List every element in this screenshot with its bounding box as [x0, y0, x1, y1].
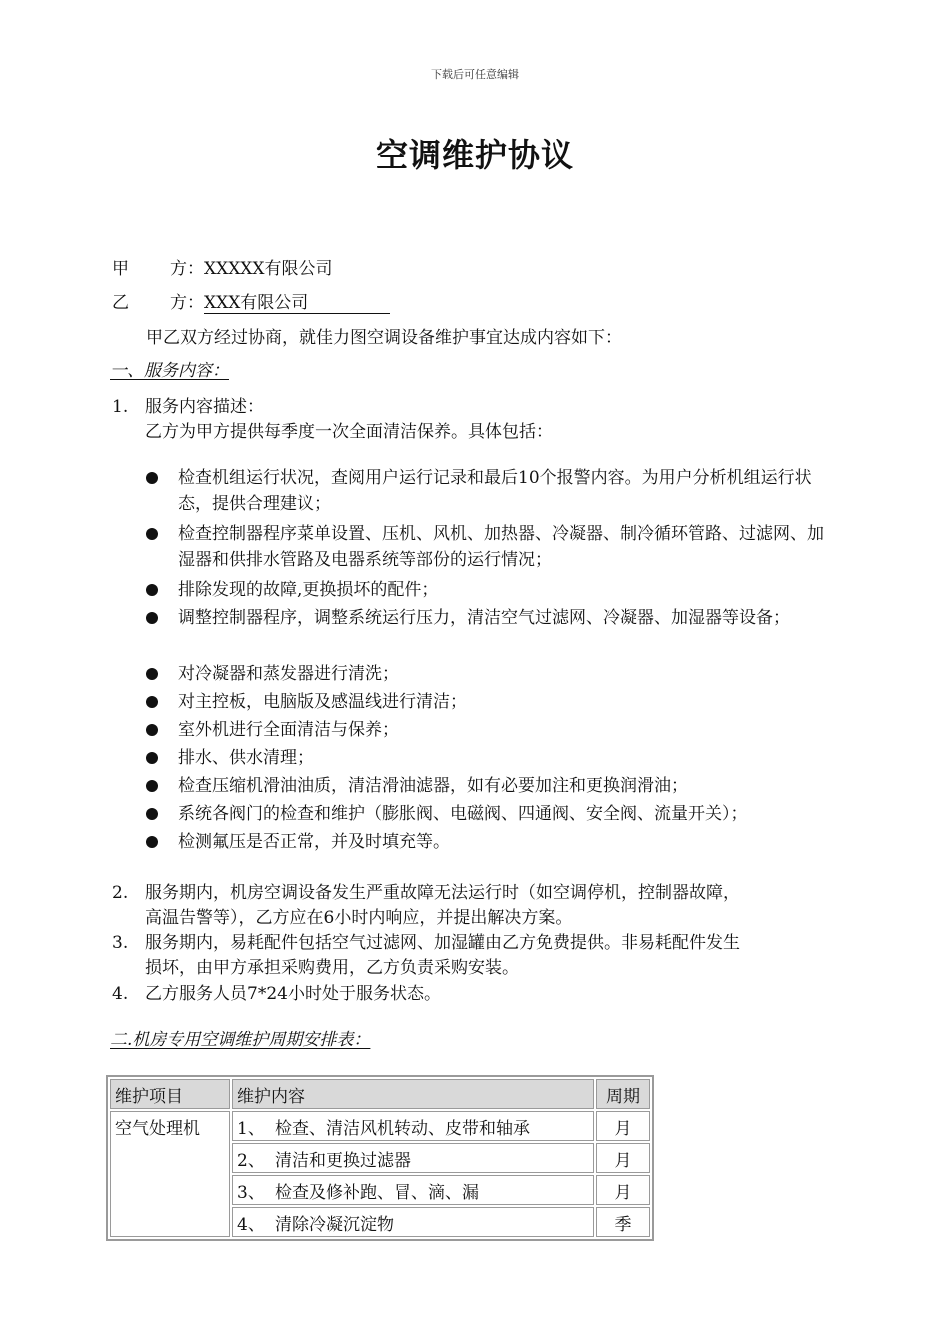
bullet-text: 室外机进行全面清洁与保养；	[178, 720, 399, 740]
party-a-line	[112, 256, 333, 282]
table-header-content: 维护内容	[232, 1079, 594, 1109]
party-b-label: 乙	[112, 293, 129, 313]
party-b-label-suffix: 方：	[170, 293, 204, 313]
bullet-text: 系统各阀门的检查和维护（膨胀阀、电磁阀、四通阀、安全阀、流量开关）；	[178, 804, 748, 824]
section-1-heading: 一、服务内容：	[110, 361, 229, 381]
bullet-icon	[146, 696, 158, 708]
step-number: 4、	[237, 1214, 265, 1235]
item-2-number: 2.	[112, 883, 129, 903]
item-1-title: 服务内容描述：	[145, 397, 264, 417]
header-note: 下载后可任意编辑	[431, 68, 519, 81]
bullet-text: 检查控制器程序菜单设置、压机、风机、加热器、冷凝器、制冷循环管路、过滤网、加湿器和供排水管路及电器系统等部份的运行情况；	[178, 524, 824, 570]
item-1-number: 1.	[112, 397, 129, 417]
party-b-value: XXX有限公司	[204, 293, 390, 314]
bullet-icon	[146, 612, 158, 624]
bullet-text: 调整控制器程序，调整系统运行压力，清洁空气过滤网、冷凝器、加湿器等设备；	[178, 608, 790, 628]
bullet-text: 排水、供水清理；	[178, 748, 314, 768]
table-cell-period: 月	[596, 1111, 650, 1141]
party-a-label-suffix: 方：	[170, 259, 204, 279]
document-title: 空调维护协议	[375, 136, 574, 174]
maintenance-schedule-table	[106, 1075, 654, 1241]
bullet-icon	[146, 752, 158, 764]
table-cell-period: 季	[596, 1207, 650, 1237]
item-3-number: 3.	[112, 933, 129, 953]
table-header-period: 周期	[596, 1079, 650, 1109]
table-cell-period: 月	[596, 1175, 650, 1205]
party-b-line	[112, 290, 390, 316]
step-text: 清除冷凝沉淀物	[275, 1214, 394, 1235]
bullet-icon	[146, 836, 158, 848]
step-number: 3、	[237, 1182, 265, 1203]
table-cell-item: 空气处理机	[110, 1111, 230, 1237]
item-4-line-1: 乙方服务人员7*24小时处于服务状态。	[145, 984, 441, 1004]
item-3-line-1: 服务期内，易耗配件包括空气过滤网、加湿罐由乙方免费提供。非易耗配件发生	[145, 933, 740, 953]
item-1-description: 乙方为甲方提供每季度一次全面清洁保养。具体包括：	[145, 422, 553, 442]
bullet-text: 检查机组运行状况，查阅用户运行记录和最后10个报警内容。为用户分析机组运行状态，提供合理建议；	[178, 468, 812, 514]
table-cell-content	[232, 1143, 594, 1173]
bullet-text: 对冷凝器和蒸发器进行清洗；	[178, 664, 399, 684]
bullet-icon	[146, 780, 158, 792]
party-a-label: 甲	[112, 259, 129, 279]
step-number: 1、	[237, 1118, 265, 1139]
bullet-text: 检查压缩机滑油油质，清洁滑油滤器，如有必要加注和更换润滑油；	[178, 776, 688, 796]
intro-paragraph: 甲乙双方经过协商，就佳力图空调设备维护事宜达成内容如下：	[146, 328, 622, 348]
table-cell-content	[232, 1175, 594, 1205]
party-a-value: XXXXX有限公司	[204, 259, 333, 279]
step-number: 2、	[237, 1150, 265, 1171]
bullet-icon	[146, 808, 158, 820]
table-row	[110, 1111, 650, 1141]
bullet-icon	[146, 472, 158, 484]
bullet-icon	[146, 724, 158, 736]
step-text: 清洁和更换过滤器	[275, 1150, 411, 1171]
item-4-number: 4.	[112, 984, 129, 1004]
item-2-line-1: 服务期内，机房空调设备发生严重故障无法运行时（如空调停机，控制器故障，	[145, 883, 740, 903]
table-header-row	[110, 1079, 650, 1109]
bullet-text: 检测氟压是否正常，并及时填充等。	[178, 832, 450, 852]
bullet-text: 对主控板，电脑版及感温线进行清洁；	[178, 692, 467, 712]
table-header-item: 维护项目	[110, 1079, 230, 1109]
section-2-heading: 二.机房专用空调维护周期安排表：	[110, 1030, 371, 1050]
table-cell-period: 月	[596, 1143, 650, 1173]
table-cell-content	[232, 1207, 594, 1237]
bullet-icon	[146, 584, 158, 596]
item-2-line-2: 高温告警等），乙方应在6小时内响应，并提出解决方案。	[145, 908, 573, 928]
bullet-text: 排除发现的故障,更换损坏的配件；	[178, 580, 439, 600]
step-text: 检查及修补跑、冒、滴、漏	[275, 1182, 479, 1203]
item-3-line-2: 损坏，由甲方承担采购费用，乙方负责采购安装。	[145, 958, 519, 978]
bullet-icon	[146, 668, 158, 680]
step-text: 检查、清洁风机转动、皮带和轴承	[275, 1118, 530, 1139]
bullet-icon	[146, 528, 158, 540]
table-cell-content	[232, 1111, 594, 1141]
